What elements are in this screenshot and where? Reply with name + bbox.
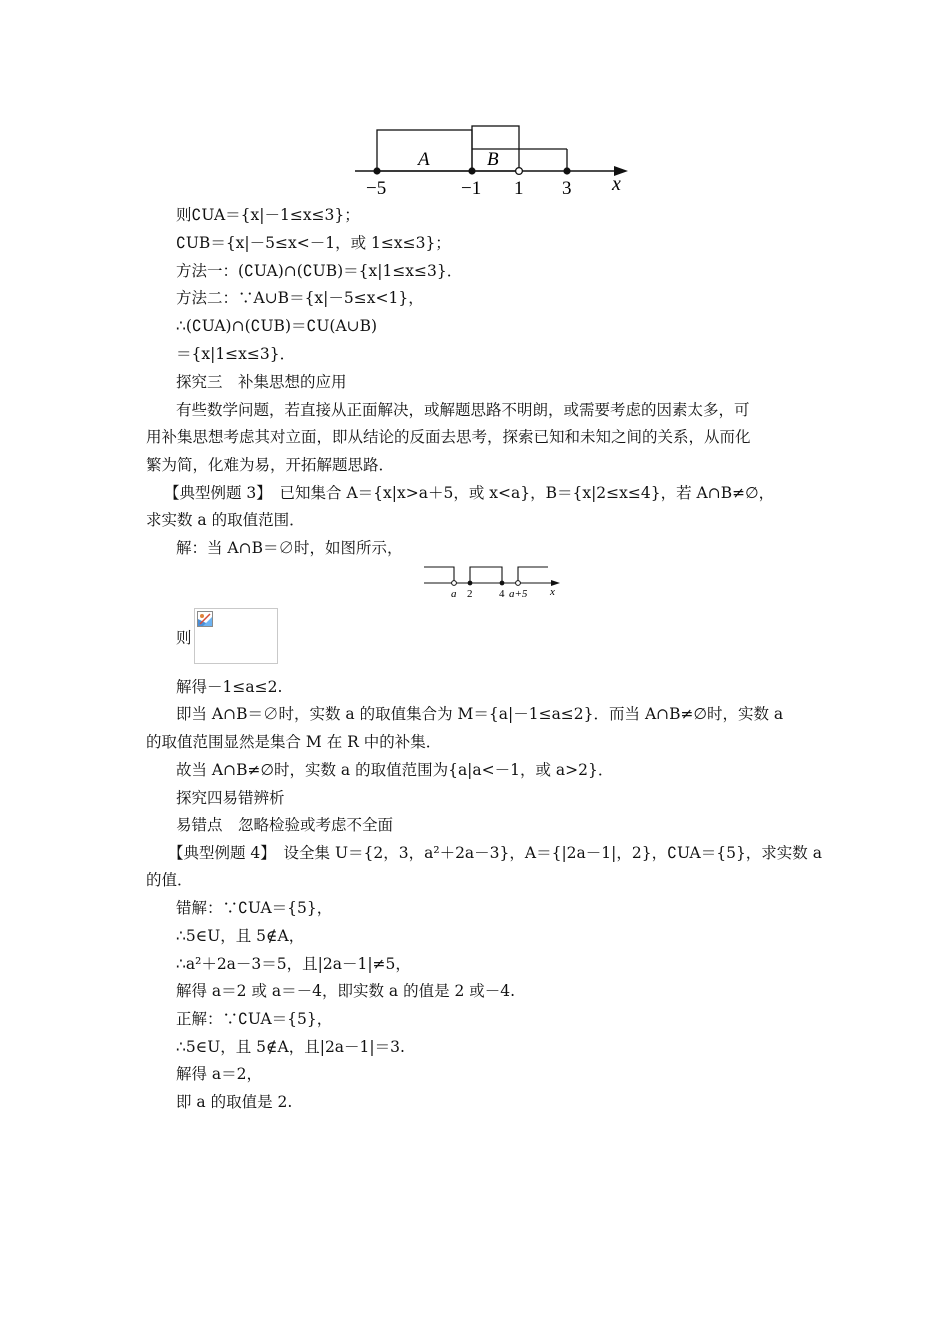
section-heading-4: 探究四易错辨析 xyxy=(176,789,285,807)
paragraph-line-1: 有些数学问题，若直接从正面解决，或解题思路不明朗，或需要考虑的因素太多，可 xyxy=(176,401,750,419)
tick-neg5: −5 xyxy=(366,178,387,198)
tick-2: 2 xyxy=(467,588,473,600)
example-3-line-2: 求实数 a 的取值范围． xyxy=(146,511,305,529)
solution-3-conclusion: 故当 A∩B≠∅时，实数 a 的取值范围为{a|a<－1，或 a>2}． xyxy=(176,761,614,779)
wrong-solution-line-2: ∴5∈U，且 5∉A， xyxy=(176,927,305,945)
tick-a: a xyxy=(451,588,457,600)
figure-number-line-1 xyxy=(350,122,640,198)
text-line-5: ∴(∁UA)∩(∁UB)＝∁U(A∪B) xyxy=(176,317,378,335)
then-label: 则 xyxy=(176,629,192,647)
label-a: A xyxy=(418,149,430,170)
example-4-line-2: 的值． xyxy=(146,871,193,889)
solution-3-line-2: 即当 A∩B＝∅时，实数 a 的取值集合为 M＝{a|－1≤a≤2}．而当 A∩B≠∅时，实数 a xyxy=(176,705,784,723)
paragraph-line-2: 用补集思想考虑其对立面，即从结论的反面去思考，探索已知和未知之间的关系，从而化 xyxy=(146,428,751,446)
point-2 xyxy=(468,581,473,586)
text-line-3: 方法一：(∁UA)∩(∁UB)＝{x|1≤x≤3}． xyxy=(176,262,463,280)
correct-solution-line-2: ∴5∈U，且 5∉A，且|2a－1|＝3. xyxy=(176,1038,405,1056)
axis-label-x-2: x xyxy=(550,586,555,598)
tick-1: 1 xyxy=(514,178,524,198)
solution-3-line-3: 的取值范围显然是集合 M 在 R 中的补集． xyxy=(146,733,442,751)
wrong-solution-line-4: 解得 a＝2 或 a＝－4，即实数 a 的值是 2 或－4. xyxy=(176,982,516,1000)
solution-3-intro: 解：当 A∩B＝∅时，如图所示， xyxy=(176,539,403,557)
axis-label-x: x xyxy=(612,173,621,195)
figure-number-line-2 xyxy=(422,560,564,602)
section-heading-3: 探究三 补集思想的应用 xyxy=(176,373,347,391)
text-line-1: 则∁UA＝{x|－1≤x≤3}； xyxy=(176,206,360,224)
correct-solution-line-4: 即 a 的取值是 2. xyxy=(176,1093,293,1111)
example-4-line-1: 【典型例题 4】 设全集 U＝{2，3，a²＋2a－3}，A＝{|2a－1|，2}，∁UA＝{5}，求实数 a xyxy=(168,844,822,862)
set-a-right-ray xyxy=(518,567,548,583)
point-3 xyxy=(563,167,570,174)
tick-3: 3 xyxy=(562,178,572,198)
point-neg1 xyxy=(468,167,475,174)
set-b-bracket xyxy=(470,567,502,583)
point-4 xyxy=(500,581,505,586)
error-point-heading: 易错点 忽略检验或考虑不全面 xyxy=(176,816,394,834)
set-a-left-ray xyxy=(424,567,454,583)
broken-image-icon xyxy=(197,611,213,627)
paragraph-line-3: 繁为简，化难为易，开拓解题思路． xyxy=(146,456,395,474)
correct-solution-line-3: 解得 a＝2， xyxy=(176,1065,263,1083)
label-b: B xyxy=(487,149,499,170)
tick-neg1: −1 xyxy=(461,178,482,198)
tick-4: 4 xyxy=(499,588,505,600)
point-1 xyxy=(516,168,523,175)
example-3-line-1: 【典型例题 3】 已知集合 A＝{x|x>a＋5，或 x<a}，B＝{x|2≤x≤4}，若 A∩B≠∅， xyxy=(164,484,775,502)
text-line-6: ＝{x|1≤x≤3}． xyxy=(176,345,296,363)
text-line-4: 方法二：∵A∪B＝{x|－5≤x<1}， xyxy=(176,289,424,307)
correct-solution-line-1: 正解：∵∁UA＝{5}， xyxy=(176,1010,333,1028)
wrong-solution-line-1: 错解：∵∁UA＝{5}， xyxy=(176,899,333,917)
point-a xyxy=(452,581,457,586)
point-neg5 xyxy=(373,167,380,174)
text-line-2: ∁UB＝{x|－5≤x<－1，或 1≤x≤3}； xyxy=(176,234,451,252)
solution-3-result: 解得－1≤a≤2. xyxy=(176,678,283,696)
point-a-plus-5 xyxy=(516,581,521,586)
wrong-solution-line-3: ∴a²＋2a－3＝5，且|2a－1|≠5， xyxy=(176,955,411,973)
tick-a-plus-5: a+5 xyxy=(509,588,528,600)
broken-image-placeholder xyxy=(194,608,278,664)
